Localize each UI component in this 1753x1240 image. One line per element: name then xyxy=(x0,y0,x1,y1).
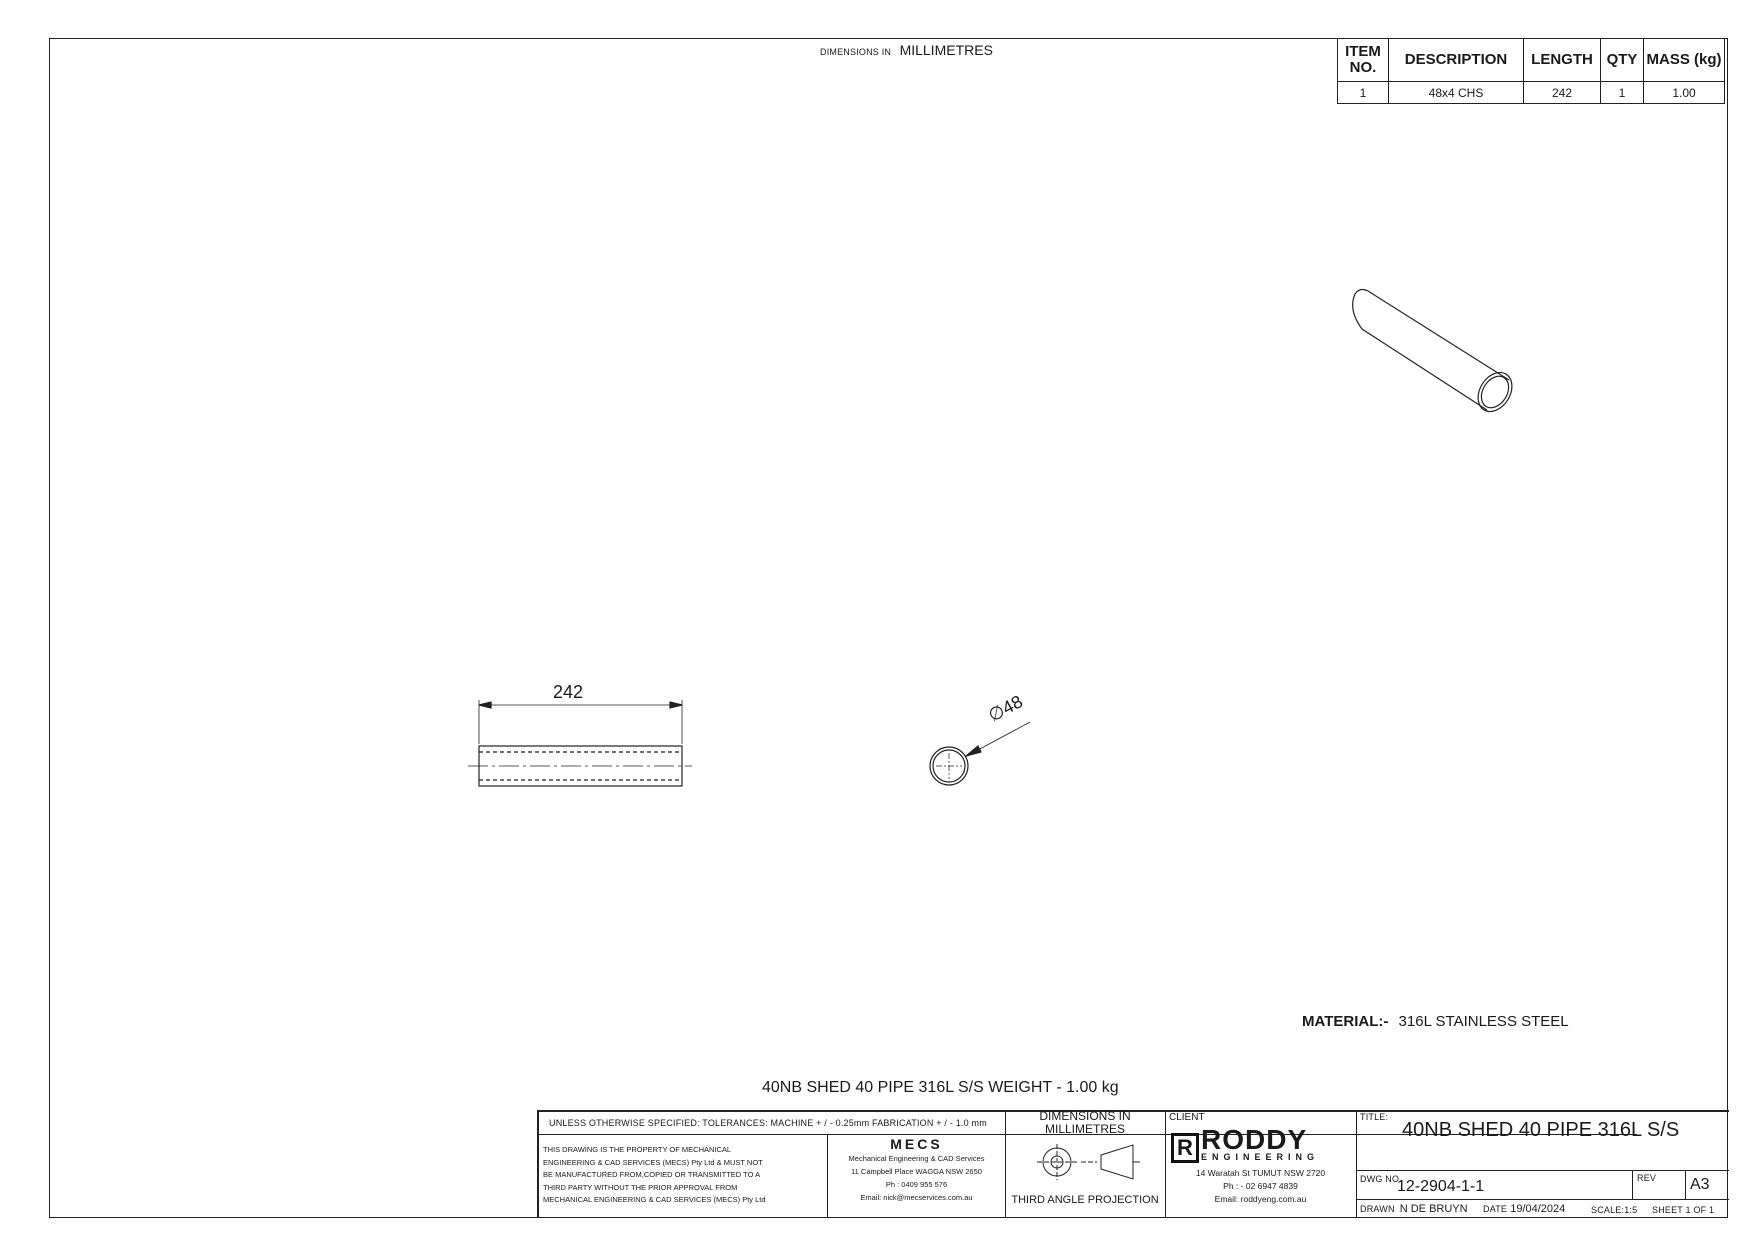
client-address: 14 Waratah St TUMUT NSW 2720 Ph : - 02 6947 4839 Email: roddyeng.com.au xyxy=(1195,1168,1326,1204)
sheet-size: A3 xyxy=(1690,1176,1710,1193)
iso-pipe-end-near xyxy=(1471,366,1519,418)
drawn-row xyxy=(1360,1203,1468,1215)
dia-arrow xyxy=(966,746,981,756)
isometric-pipe-view xyxy=(1353,290,1519,418)
date-label: DATE xyxy=(1483,1204,1508,1214)
dwg-no-label: DWG NO. xyxy=(1360,1174,1402,1184)
mecs-block: MECS Mechanical Engineering & CAD Services 11 Campbell Place WAGGA NSW 2650 Ph : 0409 955 576 Email: nick@mecservices.com.au xyxy=(828,1136,1005,1204)
client-logo-main: RODDY xyxy=(1201,1124,1308,1155)
client-logo-mark: R xyxy=(1171,1133,1199,1163)
diameter-symbol: ∅ xyxy=(985,700,1009,726)
weight-note: 40NB SHED 40 PIPE 316L S/S WEIGHT - 1.00 kg xyxy=(762,1079,1119,1096)
date-value: 19/04/2024 xyxy=(1510,1203,1566,1215)
bom-cell-qty: 1 xyxy=(1601,82,1644,104)
rev-label: REV xyxy=(1637,1173,1657,1183)
mecs-logo: MECS xyxy=(890,1136,943,1152)
tolerances-note: UNLESS OTHERWISE SPECIFIED: TOLERANCES: MACHINE + / - 0.25mm FABRICATION + / - 1.0 mm xyxy=(549,1118,987,1128)
tb-dim-in: DIMENSIONS IN xyxy=(1039,1109,1131,1123)
material-note xyxy=(1302,1013,1569,1030)
material-value: 316L STAINLESS STEEL xyxy=(1398,1013,1569,1030)
tb-dimensions xyxy=(1005,1110,1165,1136)
side-view xyxy=(468,700,692,786)
bom-cell-length: 242 xyxy=(1524,82,1601,104)
drawn-by: N DE BRUYN xyxy=(1399,1203,1468,1215)
scale: SCALE:1:5 xyxy=(1591,1205,1638,1215)
drawing-title: 40NB SHED 40 PIPE 316L S/S xyxy=(1402,1119,1680,1141)
projection-label: THIRD ANGLE PROJECTION xyxy=(1011,1194,1159,1206)
client-logo-sub: ENGINEERING xyxy=(1201,1152,1320,1162)
client-label: CLIENT xyxy=(1169,1112,1205,1123)
date-row xyxy=(1483,1203,1565,1215)
dim-arrow-left xyxy=(479,702,491,708)
bom-header-description: DESCRIPTION xyxy=(1389,39,1524,82)
drawn-label: DRAWN xyxy=(1360,1204,1395,1214)
bom-header-mass: MASS (kg) xyxy=(1644,39,1725,82)
bom-header-qty: QTY xyxy=(1601,39,1644,82)
bom-cell-description: 48x4 CHS xyxy=(1389,82,1524,104)
bom-cell-mass: 1.00 xyxy=(1644,82,1725,104)
bom-cell-item: 1 xyxy=(1338,82,1389,104)
title-block xyxy=(537,1110,1729,1218)
sheet-number: SHEET 1 OF 1 xyxy=(1652,1205,1715,1215)
material-label: MATERIAL:- xyxy=(1302,1013,1389,1030)
dim-arrow-right xyxy=(670,702,682,708)
dwg-no: 12-2904-1-1 xyxy=(1397,1178,1485,1195)
length-dimension-label: 242 xyxy=(553,682,584,702)
property-note: THIS DRAWING IS THE PROPERTY OF MECHANICAL ENGINEERING & CAD SERVICES (MECS) Pty Ltd & MUST NOT BE MANUFACTURED FROM,COPIED OR TRANSMITTED TO A THIRD PARTY WITHOUT THE PRIOR APPROVAL FROM MECHANICAL ENGINEERING & CAD SERVICES (MECS) Pty Ltd xyxy=(543,1145,766,1204)
bom-header-item: ITEM NO. xyxy=(1338,39,1389,82)
end-view xyxy=(930,722,1030,785)
title-label: TITLE: xyxy=(1360,1112,1389,1122)
tb-dim-unit: MILLIMETRES xyxy=(1044,1122,1125,1136)
iso-pipe-body xyxy=(1353,290,1509,410)
bom-header-length: LENGTH xyxy=(1524,39,1601,82)
header-dim-unit: MILLIMETRES xyxy=(899,42,993,58)
header-dim-prefix: DIMENSIONS IN xyxy=(820,47,892,57)
diameter-value: 48 xyxy=(998,691,1026,719)
